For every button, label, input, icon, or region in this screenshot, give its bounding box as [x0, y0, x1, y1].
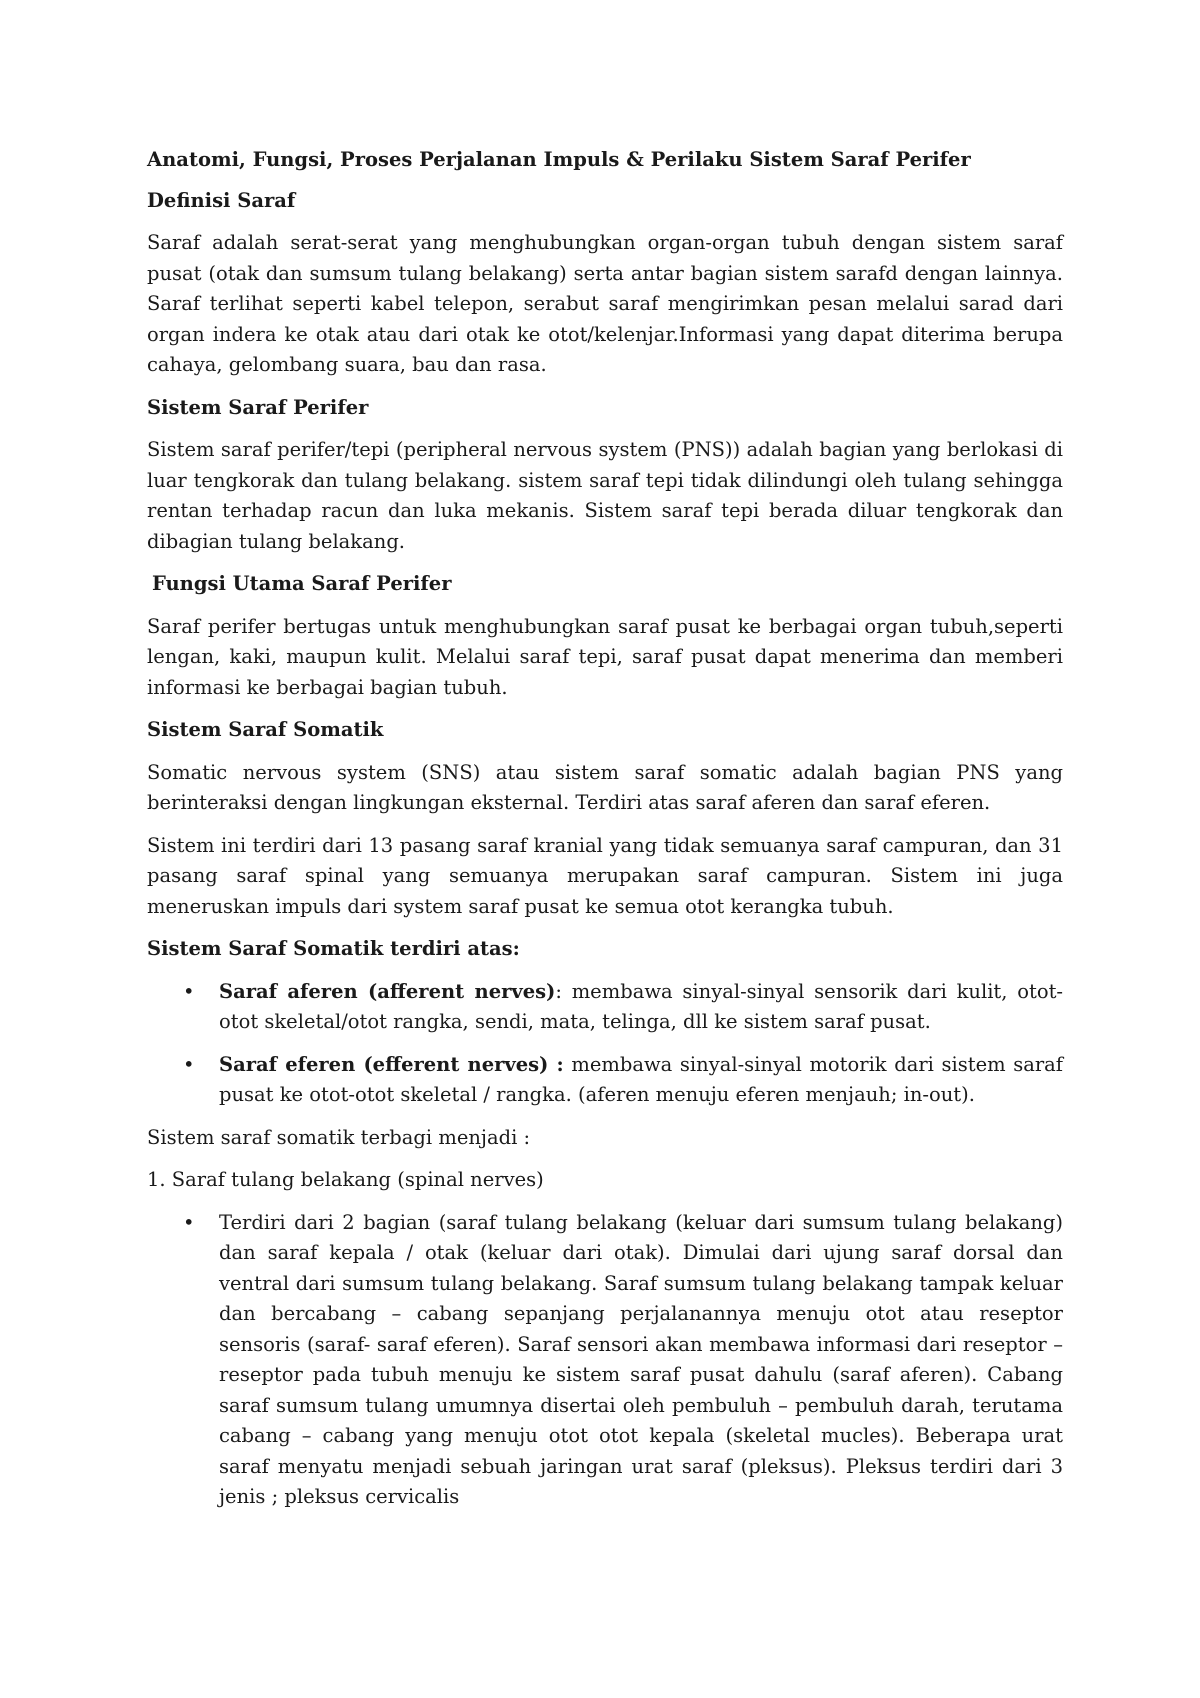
numbered-item-1: 1. Saraf tulang belakang (spinal nerves)	[147, 1168, 544, 1191]
document-page	[147, 145, 1063, 1525]
list-spinal-nerves	[147, 1208, 1063, 1513]
heading-definisi-saraf: Definisi Saraf	[147, 188, 296, 212]
list-item-aferen	[147, 977, 1063, 1038]
document-title: Anatomi, Fungsi, Proses Perjalanan Impuls & Perilaku Sistem Saraf Perifer	[147, 148, 971, 171]
term-aferen: Saraf aferen (afferent nerves)	[219, 979, 556, 1003]
list-item-eferen	[147, 1050, 1063, 1111]
paragraph-definisi-saraf: Saraf adalah serat-serat yang menghubungkan organ-organ tubuh dengan sistem saraf pusat (otak dan sumsum tulang belakang) serta antar bagian sistem sarafd dengan lainnya. Saraf terlihat seperti kabel telepon, serabut saraf mengirimkan pesan melalui sarad dari organ indera ke otak atau dari otak ke otot/kelenjar.Informasi yang dapat diterima berupa cahaya, gelombang suara, bau dan rasa.	[147, 231, 1063, 376]
heading-sistem-saraf-perifer: Sistem Saraf Perifer	[147, 395, 369, 419]
paragraph-somatik-2: Sistem ini terdiri dari 13 pasang saraf kranial yang tidak semuanya saraf campuran, dan 31 pasang saraf spinal yang semuanya merupakan saraf campuran. Sistem ini juga meneruskan impuls dari system saraf pusat ke semua otot kerangka tubuh.	[147, 833, 1063, 918]
list-item-spinal	[147, 1208, 1063, 1513]
bullet-icon: •	[183, 1052, 195, 1076]
bullet-icon: •	[183, 979, 195, 1003]
desc-spinal: Terdiri dari 2 bagian (saraf tulang belakang (keluar dari sumsum tulang belakang) dan saraf kepala / otak (keluar dari otak). Dimulai dari ujung saraf dorsal dan ventral dari sumsum tulang belakang. Saraf sumsum tulang belakang tampak keluar dan bercabang – cabang sepanjang perjalanannya menuju otot atau reseptor sensoris (saraf- saraf eferen). Saraf sensori akan membawa informasi dari reseptor –reseptor pada tubuh menuju ke sistem saraf pusat dahulu (saraf aferen). Cabang saraf sumsum tulang umumnya disertai oleh pembuluh – pembuluh darah, terutama cabang – cabang yang menuju otot otot kepala (skeletal mucles). Beberapa urat saraf menyatu menjadi sebuah jaringan urat saraf (pleksus). Pleksus terdiri dari 3 jenis ; pleksus cervicalis	[219, 1210, 1063, 1508]
paragraph-somatik-1: Somatic nervous system (SNS) atau sistem saraf somatic adalah bagian PNS yang berinteraksi dengan lingkungan eksternal. Terdiri atas saraf aferen dan saraf eferen.	[147, 760, 1063, 814]
desc-eferen: membawa sinyal-sinyal motorik dari sistem saraf pusat ke otot-otot skeletal / rangka. (aferen menuju eferen menjauh; in-out).	[219, 1052, 1064, 1106]
heading-somatik-terdiri: Sistem Saraf Somatik terdiri atas:	[147, 937, 520, 960]
desc-aferen: : membawa sinyal-sinyal sensorik dari kulit, otot-otot skeletal/otot rangka, sendi, mata, telinga, dll ke sistem saraf pusat.	[219, 979, 1063, 1033]
heading-sistem-saraf-somatik: Sistem Saraf Somatik	[147, 718, 384, 741]
paragraph-sistem-saraf-perifer: Sistem saraf perifer/tepi (peripheral nervous system (PNS)) adalah bagian yang berlokasi di luar tengkorak dan tulang belakang. sistem saraf tepi tidak dilindungi oleh tulang sehingga rentan terhadap racun dan luka mekanis. Sistem saraf tepi berada diluar tengkorak dan dibagian tulang belakang.	[147, 438, 1063, 553]
paragraph-fungsi-utama: Saraf perifer bertugas untuk menghubungkan saraf pusat ke berbagai organ tubuh,seperti lengan, kaki, maupun kulit. Melalui saraf tepi, saraf pusat dapat menerima dan memberi informasi ke berbagai bagian tubuh.	[147, 614, 1063, 699]
paragraph-terbagi-intro: Sistem saraf somatik terbagi menjadi :	[147, 1125, 531, 1149]
list-saraf-types	[147, 977, 1063, 1111]
heading-fungsi-utama: Fungsi Utama Saraf Perifer	[152, 572, 452, 595]
term-eferen: Saraf eferen (efferent nerves) :	[219, 1052, 564, 1076]
bullet-icon: •	[183, 1210, 195, 1234]
